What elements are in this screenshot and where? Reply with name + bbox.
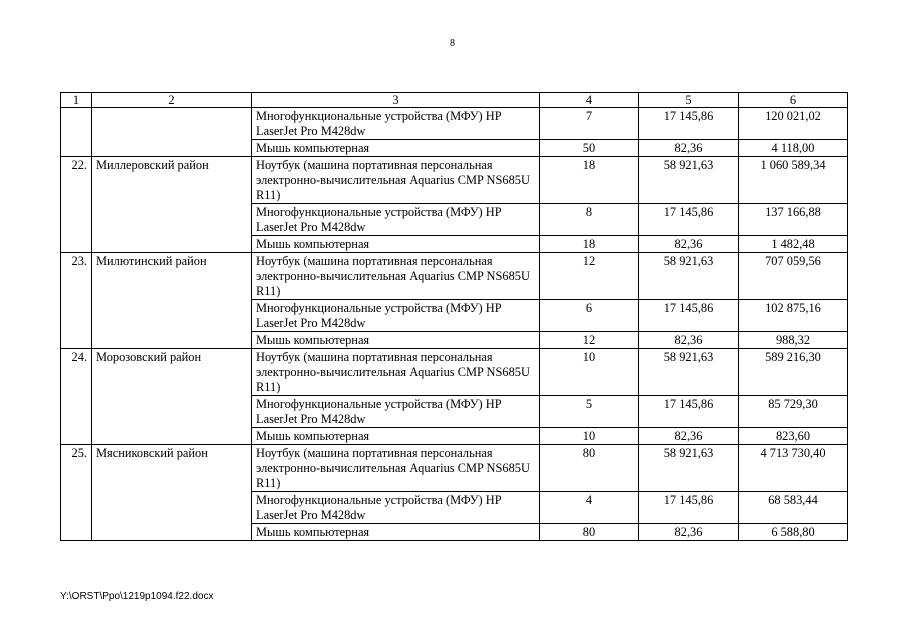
item-cell: Мышь компьютерная xyxy=(252,236,540,253)
sum-cell: 823,60 xyxy=(739,428,848,445)
row-number-cell: 24. xyxy=(61,349,92,445)
price-cell: 58 921,63 xyxy=(639,157,739,204)
row-number-cell: 25. xyxy=(61,445,92,541)
column-header: 6 xyxy=(739,93,848,108)
sum-cell: 6 588,80 xyxy=(739,524,848,541)
quantity-cell: 50 xyxy=(540,140,639,157)
quantity-cell: 6 xyxy=(540,300,639,332)
column-header: 2 xyxy=(92,93,252,108)
price-cell: 17 145,86 xyxy=(639,204,739,236)
quantity-cell: 18 xyxy=(540,236,639,253)
item-cell: Мышь компьютерная xyxy=(252,332,540,349)
sum-cell: 102 875,16 xyxy=(739,300,848,332)
price-cell: 17 145,86 xyxy=(639,396,739,428)
district-cell xyxy=(92,108,252,157)
table-header-row xyxy=(61,93,848,108)
sum-cell: 4 713 730,40 xyxy=(739,445,848,492)
sum-cell: 988,32 xyxy=(739,332,848,349)
sum-cell: 137 166,88 xyxy=(739,204,848,236)
sum-cell: 1 060 589,34 xyxy=(739,157,848,204)
item-cell: Ноутбук (машина портативная персональная электронно-вычислительная Aquarius CMP NS685U R11) xyxy=(252,253,540,300)
item-cell: Многофункциональные устройства (МФУ) HP LaserJet Pro M428dw xyxy=(252,492,540,524)
document-path: Y:\ORST\Ppo\1219p1094.f22.docx xyxy=(60,591,214,602)
item-cell: Ноутбук (машина портативная персональная электронно-вычислительная Aquarius CMP NS685U R11) xyxy=(252,349,540,396)
item-cell: Мышь компьютерная xyxy=(252,428,540,445)
sum-cell: 85 729,30 xyxy=(739,396,848,428)
sum-cell: 589 216,30 xyxy=(739,349,848,396)
table-row xyxy=(61,108,848,140)
sum-cell: 120 021,02 xyxy=(739,108,848,140)
sum-cell: 68 583,44 xyxy=(739,492,848,524)
quantity-cell: 12 xyxy=(540,332,639,349)
quantity-cell: 80 xyxy=(540,524,639,541)
quantity-cell: 5 xyxy=(540,396,639,428)
quantity-cell: 10 xyxy=(540,349,639,396)
table-row xyxy=(61,445,848,492)
price-cell: 17 145,86 xyxy=(639,492,739,524)
column-header: 3 xyxy=(252,93,540,108)
item-cell: Многофункциональные устройства (МФУ) HP LaserJet Pro M428dw xyxy=(252,396,540,428)
price-cell: 82,36 xyxy=(639,236,739,253)
district-cell: Милютинский район xyxy=(92,253,252,349)
row-number-cell: 23. xyxy=(61,253,92,349)
equipment-table xyxy=(60,92,848,541)
price-cell: 58 921,63 xyxy=(639,349,739,396)
quantity-cell: 4 xyxy=(540,492,639,524)
item-cell: Многофункциональные устройства (МФУ) HP LaserJet Pro M428dw xyxy=(252,204,540,236)
table-row xyxy=(61,349,848,396)
row-number-cell: 22. xyxy=(61,157,92,253)
quantity-cell: 18 xyxy=(540,157,639,204)
item-cell: Ноутбук (машина портативная персональная электронно-вычислительная Aquarius CMP NS685U R11) xyxy=(252,445,540,492)
item-cell: Мышь компьютерная xyxy=(252,524,540,541)
price-cell: 58 921,63 xyxy=(639,445,739,492)
price-cell: 82,36 xyxy=(639,428,739,445)
price-cell: 58 921,63 xyxy=(639,253,739,300)
table-row xyxy=(61,253,848,300)
district-cell: Морозовский район xyxy=(92,349,252,445)
row-number-cell xyxy=(61,108,92,157)
price-cell: 82,36 xyxy=(639,332,739,349)
item-cell: Мышь компьютерная xyxy=(252,140,540,157)
sum-cell: 4 118,00 xyxy=(739,140,848,157)
quantity-cell: 8 xyxy=(540,204,639,236)
column-header: 4 xyxy=(540,93,639,108)
price-cell: 17 145,86 xyxy=(639,300,739,332)
price-cell: 82,36 xyxy=(639,140,739,157)
district-cell: Миллеровский район xyxy=(92,157,252,253)
sum-cell: 707 059,56 xyxy=(739,253,848,300)
item-cell: Многофункциональные устройства (МФУ) HP LaserJet Pro M428dw xyxy=(252,300,540,332)
price-cell: 17 145,86 xyxy=(639,108,739,140)
page-number: 8 xyxy=(450,38,455,49)
sum-cell: 1 482,48 xyxy=(739,236,848,253)
item-cell: Ноутбук (машина портативная персональная электронно-вычислительная Aquarius CMP NS685U R11) xyxy=(252,157,540,204)
quantity-cell: 7 xyxy=(540,108,639,140)
quantity-cell: 80 xyxy=(540,445,639,492)
table-row xyxy=(61,157,848,204)
column-header: 1 xyxy=(61,93,92,108)
quantity-cell: 10 xyxy=(540,428,639,445)
quantity-cell: 12 xyxy=(540,253,639,300)
district-cell: Мясниковский район xyxy=(92,445,252,541)
column-header: 5 xyxy=(639,93,739,108)
item-cell: Многофункциональные устройства (МФУ) HP LaserJet Pro M428dw xyxy=(252,108,540,140)
price-cell: 82,36 xyxy=(639,524,739,541)
